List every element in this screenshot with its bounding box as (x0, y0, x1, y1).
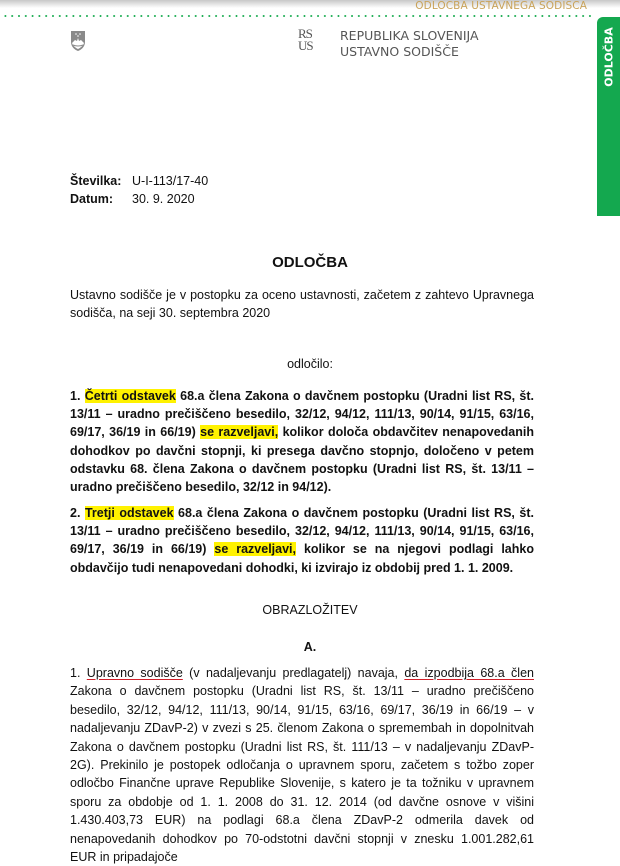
item-text: kolikor določa obdavčitev nenapovedanih dohodkov po davčni stopnji, ki presega davčno stopnjo, določeno v petem odstavku 68. člena Zakona o davčnem postopku (Uradni list RS, št. 13/11 – uradno prečiščeno besedilo, 32/12 in 94/12). (70, 425, 534, 495)
side-tab-label: ODLOČBA (602, 27, 615, 87)
number-value: U-I-113/17-40 (132, 174, 209, 188)
intro-paragraph: Ustavno sodišče je v postopku za oceno ustavnosti, začetem z zahtevo Upravnega sodišča, na seji 30. septembra 2020 (70, 288, 534, 320)
rs-us-monogram (298, 28, 313, 52)
paragraph-text: Zakona o davčnem postopku (Uradni list RS, št. 13/11 – uradno prečiščeno besedilo, 32/12, 94/12, 111/13, 90/14, 91/15, 63/16, 69/17, 36/19 in 66/19 – v nadaljevanju ZDavP-2) v zvezi s 25. členom Zakona o spremembah in dopolnitvah Zakona o davčnem postopku (Uradni list RS, št. 111/13 – v nadaljevanju ZDavP-2G). Prekinilo je postopek odločanja o upravnem sporu, začetem s tožbo zoper odločbo Finančne uprave Republike Slovenije, s katero je ta tožniku v upravnem sporu za obdobje od 1. 1. 2008 do 31. 12. 2014 (od davčne osnove v višini 1.430.403,73 EUR) na podlagi 68.a člena ZDavP-2 odmerila davek od nenapovedanih dohodkov po 70-odstotni davčni stopnji v znesku 1.001.282,61 EUR in pripadajoče (70, 684, 534, 865)
decision-item-1 (70, 387, 534, 496)
decision-item-2 (70, 504, 534, 577)
coat-of-arms-icon (70, 30, 86, 52)
highlight: Tretji odstavek (84, 506, 174, 520)
dotted-rule (2, 15, 592, 17)
monogram-bottom: US (298, 38, 313, 53)
reasoning-paragraph-1 (70, 664, 534, 866)
side-tab[interactable] (597, 17, 620, 216)
institution-line2: USTAVNO SODIŠČE (340, 44, 459, 59)
date-label: Datum: (70, 192, 114, 206)
paragraph-text: (v nadaljevanju predlagatelj) navaja, (182, 666, 405, 680)
item-text: 68.a člena Zakona o davčnem postopku (Uradni list RS, št. 13/11 – uradno prečiščeno besedilo, 32/12, 94/12, 111/13, 90/14, 91/15, 63/16, 69/17, 36/19 in 66/19) (70, 389, 534, 440)
reasoning-heading: OBRAZLOŽITEV (262, 603, 358, 617)
item-number: 2. (70, 506, 81, 520)
underlined-text: da izpodbija 68.a člen (404, 666, 534, 680)
highlight: se razveljavi, (214, 542, 296, 557)
section-a-heading: A. (303, 640, 317, 654)
item-text: 68.a člena Zakona o davčnem postopku (Uradni list RS, št. 13/11 – uradno prečiščeno besedilo, 32/12, 94/12, 111/13, 90/14, 91/15, 63/16, 69/17, 36/19 in 66/19) (70, 506, 534, 557)
page-title: ODLOČBA (272, 254, 348, 271)
paragraph-number: 1. (70, 666, 87, 680)
decided-label: odločilo: (287, 357, 333, 371)
underlined-text: Upravno sodišče (86, 666, 183, 680)
item-number: 1. (70, 389, 81, 403)
monogram-top: RS (298, 26, 312, 41)
institution-line1: REPUBLIKA SLOVENIJA (340, 28, 479, 43)
document-meta (70, 172, 208, 208)
institution-name (340, 28, 479, 60)
item-text: kolikor se na njegovi podlagi lahko obdavčijo tudi nenapovedani dohodki, ki izvirajo iz obdobij pred 1. 1. 2009. (70, 542, 534, 575)
number-label: Številka: (70, 174, 122, 188)
highlight: se razveljavi, (200, 425, 279, 440)
running-head: ODLOCBA USTAVNEGA SODISCA (415, 0, 587, 12)
date-value: 30. 9. 2020 (132, 192, 195, 206)
highlight: Četrti odstavek (84, 389, 176, 403)
